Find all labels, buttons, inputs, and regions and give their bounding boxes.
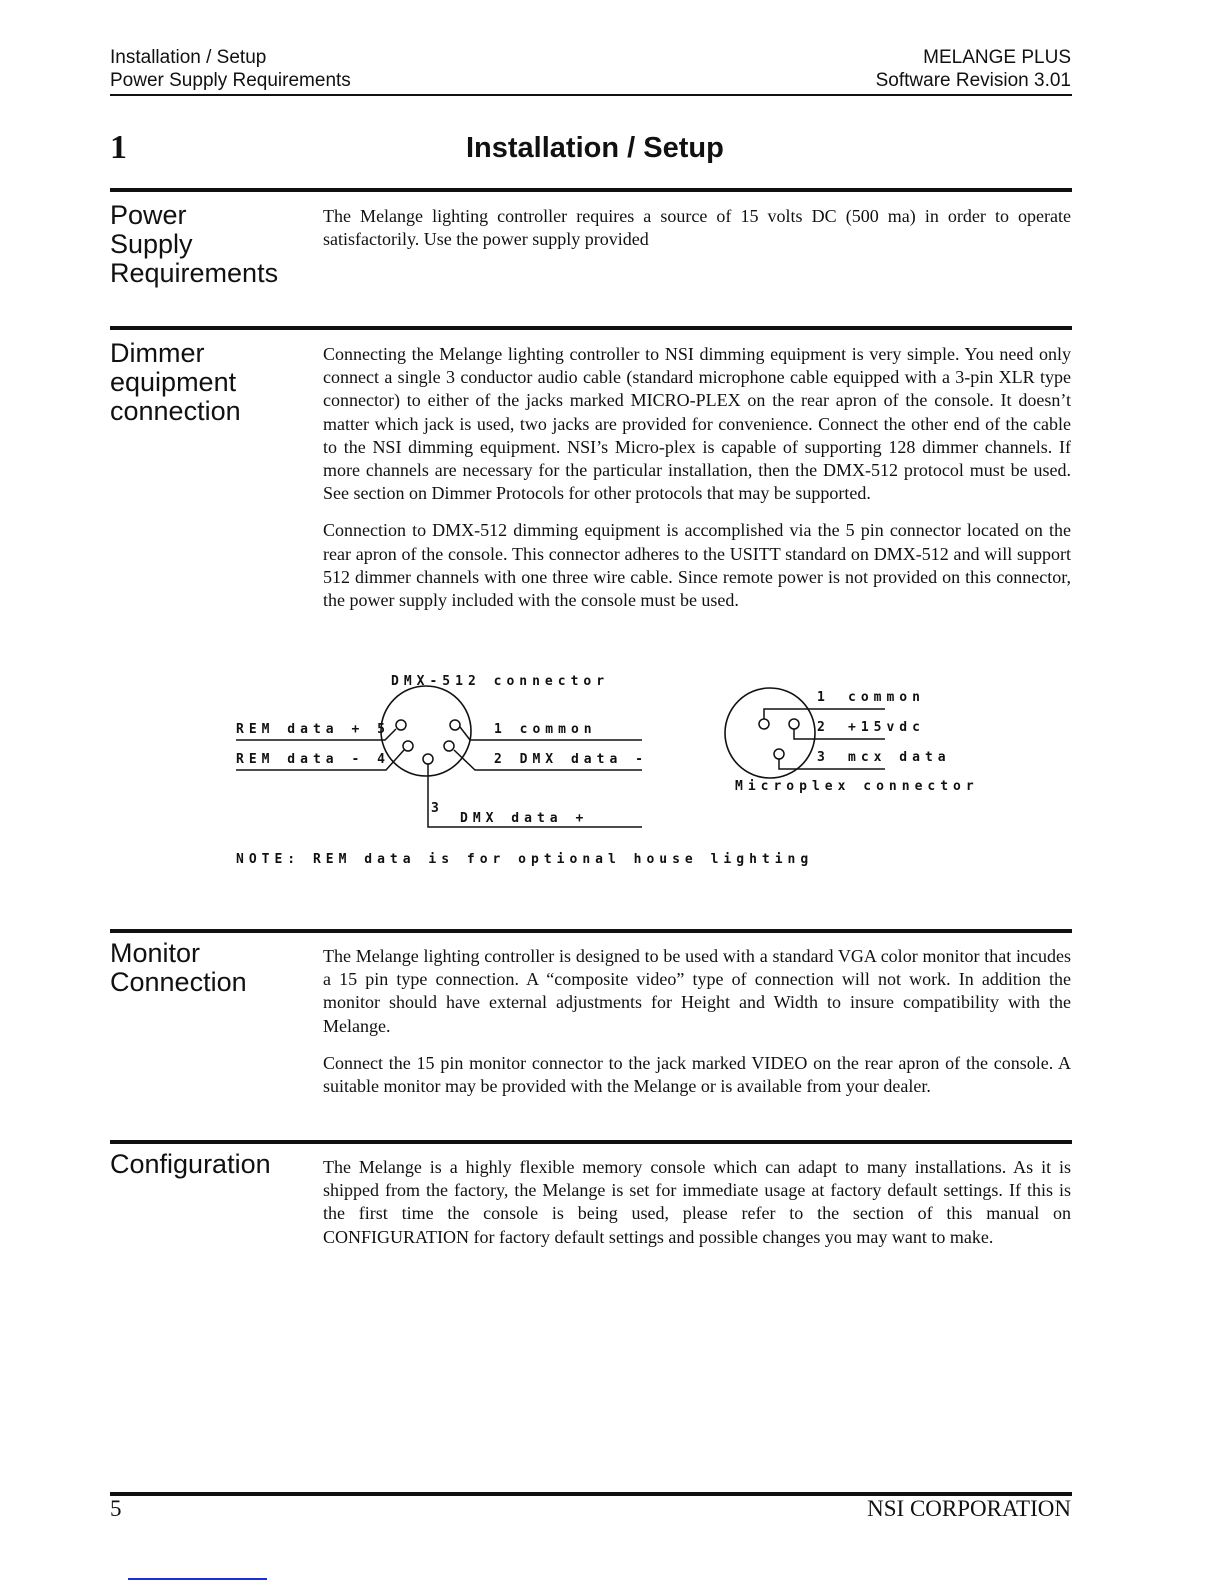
dmx-pin-3-label: DMX data + — [460, 811, 589, 826]
section-heading-configuration — [110, 1150, 271, 1179]
dmx-pin-4-label: REM data - 4 — [236, 752, 390, 767]
chapter-number: 1 — [110, 129, 127, 166]
heading-line: Power — [110, 200, 187, 230]
section-rule-configuration — [110, 1140, 1072, 1144]
section-rule-monitor — [110, 929, 1072, 933]
header-product-name: MELANGE PLUS — [923, 47, 1071, 68]
microplex-pin-2 — [789, 719, 799, 729]
microplex-connector-outline — [725, 688, 815, 778]
heading-line: equipment — [110, 367, 237, 397]
dmx-connector-title: DMX-512 connector — [391, 674, 610, 689]
header-section-title: Installation / Setup — [110, 47, 267, 68]
paragraph: The Melange is a highly flexible memory console which can adapt to many installations. As it is shipped from the factory, the Melange is set for immediate usage at factory default settings. If this is the first time the console is being used, please refer to the section of this manual on CONFIGURATION for factory default settings and possible changes you may want to make. — [323, 1157, 1071, 1247]
heading-line: connection — [110, 396, 241, 426]
microplex-pin-1 — [759, 719, 769, 729]
footer-page-number: 5 — [110, 1496, 122, 1521]
dmx-pin-1 — [450, 720, 460, 730]
header-subsection-title: Power Supply Requirements — [110, 70, 351, 91]
dmx-pin-5 — [396, 720, 406, 730]
microplex-pin-3 — [774, 749, 784, 759]
microplex-pin-3-label: mcx data — [848, 750, 951, 765]
paragraph: Connect the 15 pin monitor connector to the jack marked VIDEO on the rear apron of the console. A suitable monitor may be provided with the Melange or is available from your dealer. — [323, 1052, 1071, 1097]
microplex-pin-1-label: common — [848, 690, 925, 705]
heading-line: Requirements — [110, 258, 279, 288]
paragraph: The Melange lighting controller requires a source of 15 volts DC (500 ma) in order to operate satisfactorily. Use the power supply provided — [323, 206, 1071, 250]
dmx-pin-1-label: 1 common — [494, 722, 597, 737]
dmx-pin-3-number: 3 — [431, 801, 444, 816]
heading-line: Connection — [110, 967, 247, 997]
heading-line: Dimmer — [110, 338, 205, 368]
paragraph: Connection to DMX-512 dimming equipment is accomplished via the 5 pin connector located on the rear apron of the console. This connector adheres to the USITT standard on DMX-512 and will support 512 dimmer channels with one three wire cable. Since remote power is not provided on this connector, the power supply included with the console must be used. — [323, 520, 1071, 611]
heading-line: Monitor — [110, 938, 201, 968]
bottom-link-underline — [128, 1578, 267, 1580]
microplex-pin-2-number: 2 — [817, 720, 830, 735]
section-heading-monitor — [110, 939, 247, 997]
section-body-configuration — [323, 1156, 1071, 1263]
dmx-pin-3 — [423, 754, 433, 764]
microplex-pin-3-number: 3 — [817, 750, 830, 765]
header-software-revision: Software Revision 3.01 — [875, 70, 1071, 91]
section-body-monitor — [323, 945, 1071, 1112]
dmx-pin-2 — [444, 741, 454, 751]
microplex-pin-1-number: 1 — [817, 690, 830, 705]
dmx-pin-4 — [403, 741, 413, 751]
diagram-note: NOTE: REM data is for optional house lighting — [236, 852, 814, 867]
paragraph: The Melange lighting controller is designed to be used with a standard VGA color monitor that incudes a 15 pin type connection. A “composite video” type of connection will not work. In addition the monitor should have external adjustments for Height and Width to insure compatibility with the Melange. — [323, 946, 1071, 1036]
dmx-pin-5-label: REM data + 5 — [236, 722, 390, 737]
footer-company: NSI CORPORATION — [867, 1496, 1071, 1521]
chapter-title: Installation / Setup — [466, 132, 724, 164]
paragraph: Connecting the Melange lighting controller to NSI dimming equipment is very simple. You need only connect a single 3 conductor audio cable (standard microphone cable equipped with a 3-pin XLR type connector) to either of the jacks marked MICRO-PLEX on the rear apron of the console. It doesn’t matter which jack is used, two jacks are provided for convenience. Connect the other end of the cable to the NSI dimming equipment. NSI’s Micro-plex is capable of supporting 128 dimmer channels. If more channels are necessary for the particular installation, then the DMX-512 protocol must be used. See section on Dimmer Protocols for other protocols that may be supported. — [323, 344, 1071, 504]
heading-line: Supply — [110, 229, 193, 259]
heading-line: Configuration — [110, 1149, 271, 1179]
microplex-connector-title: Microplex connector — [735, 779, 979, 794]
microplex-lead-1 — [764, 709, 885, 719]
microplex-pin-2-label: +15vdc — [848, 720, 925, 735]
dmx-pin-2-label: 2 DMX data - — [494, 752, 648, 767]
